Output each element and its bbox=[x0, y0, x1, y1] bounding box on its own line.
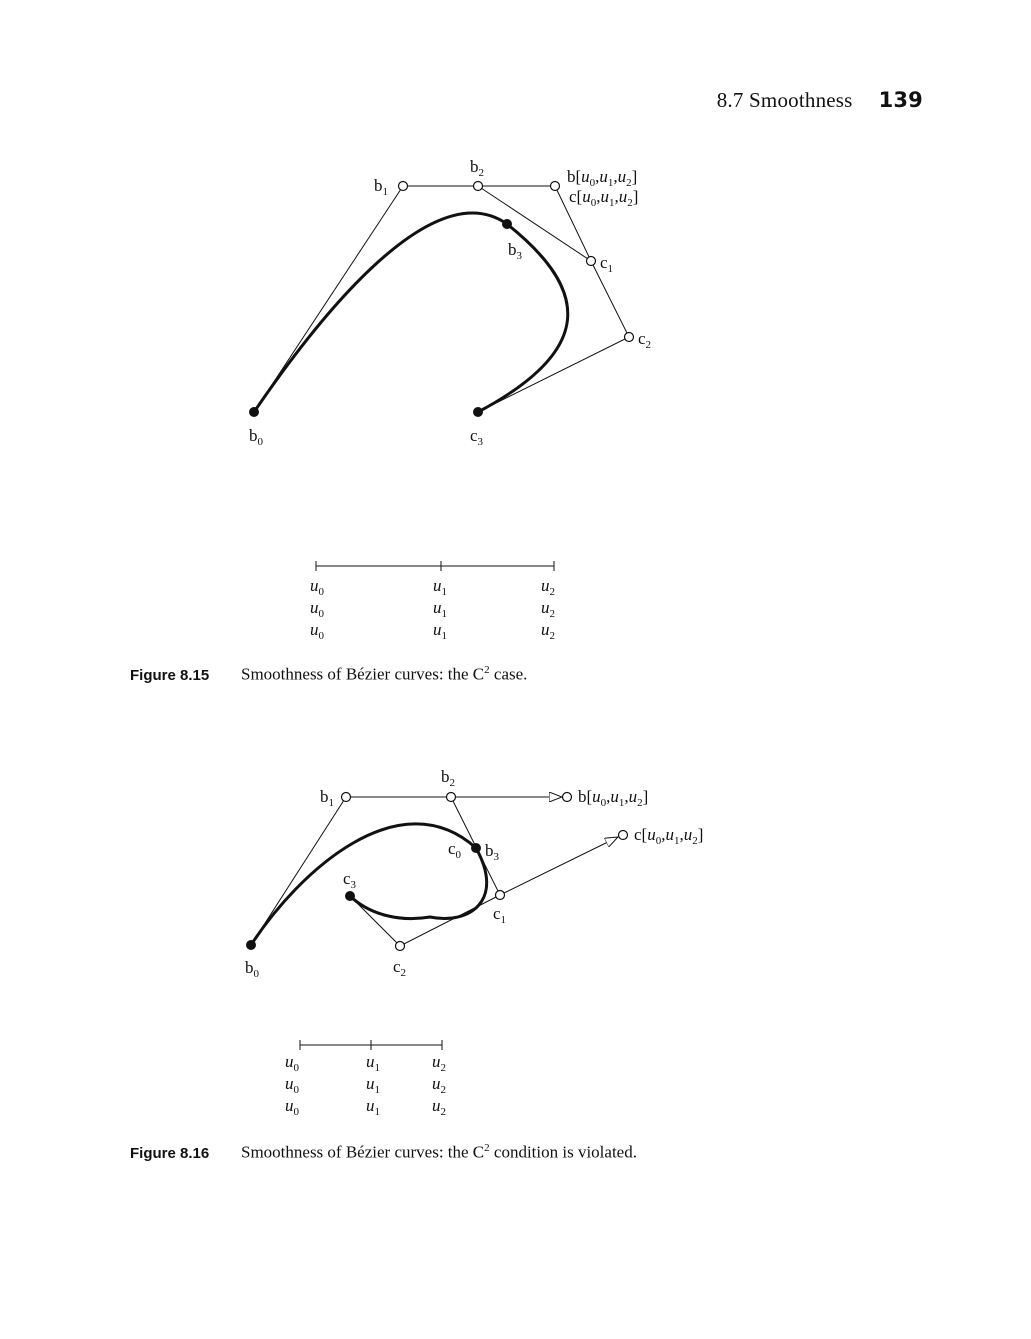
point-b3 bbox=[471, 843, 481, 853]
label-b0: $b_0$ bbox=[245, 958, 259, 980]
label-b1: $b_1$ bbox=[374, 176, 388, 198]
label-b2: $b_2$ bbox=[441, 767, 455, 789]
label-b0: $b_0$ bbox=[249, 426, 263, 448]
label-c0: $c_0$ bbox=[448, 839, 462, 861]
point-polar-b bbox=[563, 793, 572, 802]
knot-r1-c1: $u_0$ bbox=[310, 576, 324, 598]
point-c1 bbox=[496, 891, 505, 900]
caption-tail: condition is violated. bbox=[489, 1142, 637, 1162]
label-polar-b: $b[u_0,u_1,u_2]$ bbox=[567, 167, 638, 189]
label-c2: $c_2$ bbox=[393, 957, 407, 979]
knot-r3-c3: $u_2$ bbox=[541, 620, 555, 642]
knot-r1-c3: $u_2$ bbox=[541, 576, 555, 598]
knot-r1-c2: $u_1$ bbox=[433, 576, 447, 598]
polar-edge-c bbox=[500, 837, 618, 895]
label-b1: $b_1$ bbox=[320, 787, 334, 809]
knot-axis bbox=[300, 1040, 442, 1050]
section-title: 8.7 Smoothness bbox=[716, 88, 853, 112]
knot-r3-c1: $u_0$ bbox=[285, 1096, 299, 1118]
knot-r2-c2: $u_1$ bbox=[366, 1074, 380, 1096]
bezier-curve-c bbox=[350, 848, 487, 919]
knot-r3-c2: $u_1$ bbox=[366, 1096, 380, 1118]
caption-text: Smoothness of Bézier curves: the C bbox=[241, 1142, 485, 1162]
label-c3: $c_3$ bbox=[343, 869, 357, 891]
knot-r1-c3: $u_2$ bbox=[432, 1052, 446, 1074]
bezier-curve-b bbox=[251, 824, 476, 945]
knot-r2-c1: $u_0$ bbox=[285, 1074, 299, 1096]
label-b3: $b_3$ bbox=[508, 240, 522, 262]
knot-r1-c2: $u_1$ bbox=[366, 1052, 380, 1074]
point-polar-c bbox=[619, 831, 628, 840]
knot-table bbox=[285, 1052, 446, 1118]
control-polygon-c bbox=[350, 797, 500, 946]
knot-r3-c2: $u_1$ bbox=[433, 620, 447, 642]
label-b3: $b_3$ bbox=[485, 841, 499, 863]
label-c1: $c_1$ bbox=[600, 253, 614, 275]
label-c1: $c_1$ bbox=[493, 904, 507, 926]
page-number: 139 bbox=[878, 88, 923, 112]
label-polar-c: $c[u_0,u_1,u_2]$ bbox=[634, 825, 704, 847]
point-c2 bbox=[396, 942, 405, 951]
point-b1 bbox=[342, 793, 351, 802]
knot-r2-c1: $u_0$ bbox=[310, 598, 324, 620]
knot-r2-c2: $u_1$ bbox=[433, 598, 447, 620]
label-polar-c: $c[u_0,u_1,u_2]$ bbox=[569, 187, 639, 209]
figure-number: Figure 8.16 bbox=[130, 1144, 210, 1162]
caption-superscript: 2 bbox=[484, 664, 490, 676]
control-polygon-b bbox=[251, 797, 451, 945]
knot-r3-c1: $u_0$ bbox=[310, 620, 324, 642]
point-c3 bbox=[345, 891, 355, 901]
label-polar-b: $b[u_0,u_1,u_2]$ bbox=[578, 787, 649, 809]
label-b2: $b_2$ bbox=[470, 157, 484, 179]
point-b2 bbox=[447, 793, 456, 802]
knot-r1-c1: $u_0$ bbox=[285, 1052, 299, 1074]
label-c3: $c_3$ bbox=[470, 426, 484, 448]
caption-text: Smoothness of Bézier curves: the C bbox=[241, 664, 485, 684]
point-b0 bbox=[246, 940, 256, 950]
label-c2: $c_2$ bbox=[638, 329, 652, 351]
knot-r2-c3: $u_2$ bbox=[432, 1074, 446, 1096]
knot-r2-c3: $u_2$ bbox=[541, 598, 555, 620]
caption-superscript: 2 bbox=[484, 1142, 490, 1154]
caption-tail: case. bbox=[489, 664, 528, 684]
knot-r3-c3: $u_2$ bbox=[432, 1096, 446, 1118]
figure-8-16-caption bbox=[130, 1142, 637, 1163]
figure-number: Figure 8.15 bbox=[130, 666, 210, 684]
